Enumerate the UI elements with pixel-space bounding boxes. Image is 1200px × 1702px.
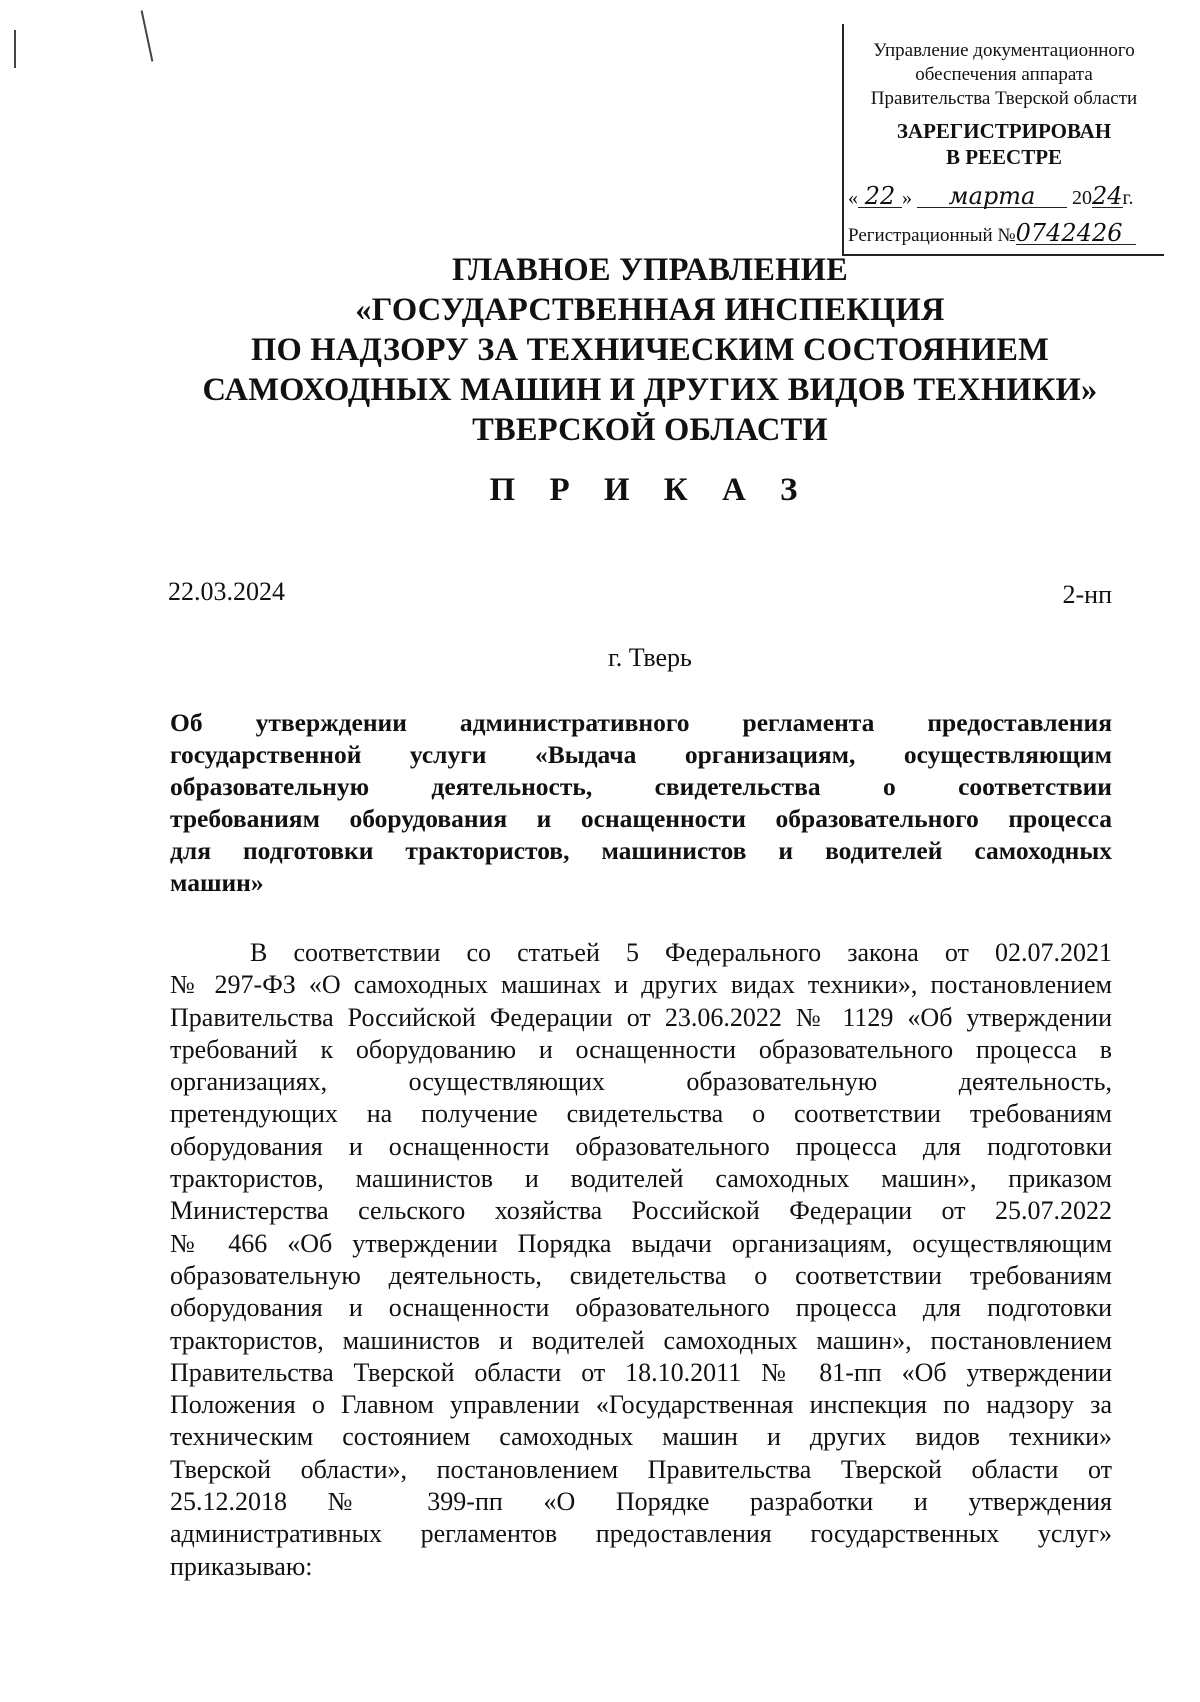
body-line: Правительства Российской Федерации от 23.06.2022 № 1129 «Об утверждении bbox=[170, 1002, 1112, 1032]
stamp-org-line: Управление документационного bbox=[873, 40, 1135, 61]
stamp-org-line: обеспечения аппарата bbox=[915, 64, 1093, 85]
stamp-reg-label: Регистрационный № bbox=[848, 225, 1016, 246]
heading-line: ТВЕРСКОЙ ОБЛАСТИ bbox=[472, 412, 828, 448]
stamp-date-month: марта bbox=[917, 185, 1067, 208]
heading-line: ГЛАВНОЕ УПРАВЛЕНИЕ bbox=[452, 252, 848, 288]
heading-line: «ГОСУДАРСТВЕННАЯ ИНСПЕКЦИЯ bbox=[355, 292, 945, 328]
stamp-date-year-suffix: 24 bbox=[1092, 182, 1123, 210]
body-line: трактористов, машинистов и водителей самоходных машин», приказом bbox=[170, 1164, 1112, 1194]
body-line: 25.12.2018 № 399-пп «О Порядке разработки и утверждения bbox=[170, 1487, 1112, 1517]
body-line: трактористов, машинистов и водителей самоходных машин», постановлением bbox=[170, 1325, 1112, 1355]
subject-line: образовательную деятельность, свидетельства о соответствии bbox=[170, 772, 1112, 801]
subject-line: Об утверждении административного регламента предоставления bbox=[170, 708, 1112, 737]
stamp-date-quote-open: « bbox=[848, 187, 858, 209]
subject-line: машин» bbox=[170, 868, 264, 897]
body-line: оборудования и оснащенности образовательного процесса для подготовки bbox=[170, 1293, 1112, 1323]
body-line: Правительства Тверской области от 18.10.2011 № 81-пп «Об утверждении bbox=[170, 1357, 1112, 1387]
body-line: административных регламентов предоставления государственных услуг» bbox=[170, 1519, 1112, 1549]
document-type-title: П Р И К А З bbox=[489, 472, 811, 508]
body-line: организациях, осуществляющих образовательную деятельность, bbox=[170, 1067, 1112, 1097]
body-line: претендующих на получение свидетельства о соответствии требованиям bbox=[170, 1099, 1112, 1129]
stamp-date bbox=[848, 182, 1158, 210]
stamp-reg-number: 0742426 bbox=[1016, 222, 1136, 245]
heading-line: САМОХОДНЫХ МАШИН И ДРУГИХ ВИДОВ ТЕХНИКИ» bbox=[202, 372, 1098, 408]
body-line: Тверской области», постановлением Правительства Тверской области от bbox=[170, 1454, 1112, 1484]
stamp-date-year-unit: г. bbox=[1122, 187, 1134, 209]
order-city: г. Тверь bbox=[608, 643, 692, 672]
scan-artifact-left bbox=[14, 30, 16, 68]
stamp-registered-label: ЗАРЕГИСТРИРОВАН bbox=[896, 119, 1112, 143]
body-line: № 297-ФЗ «О самоходных машинах и других видах техники», постановлением bbox=[170, 970, 1112, 1000]
stamp-org-line: Правительства Тверской области bbox=[870, 88, 1138, 109]
subject-line: для подготовки трактористов, машинистов и водителей самоходных bbox=[170, 836, 1112, 865]
body-line: приказываю: bbox=[170, 1551, 313, 1581]
body-line: образовательную деятельность, свидетельства о соответствии требованиям bbox=[170, 1260, 1112, 1290]
stamp-date-quote-close: » bbox=[902, 187, 912, 209]
body-line: В соответствии со статьей 5 Федерального закона от 02.07.2021 bbox=[250, 938, 1112, 967]
stamp-date-day: 22 bbox=[858, 185, 902, 208]
order-subject bbox=[170, 707, 1112, 899]
body-line: Министерства сельского хозяйства Российской Федерации от 25.07.2022 bbox=[170, 1196, 1112, 1226]
order-preamble bbox=[170, 937, 1112, 1583]
body-line: требований к оборудованию и оснащенности образовательного процесса в bbox=[170, 1034, 1112, 1064]
body-line: № 466 «Об утверждении Порядка выдачи организациям, осуществляющим bbox=[170, 1228, 1112, 1258]
subject-line: государственной услуги «Выдача организациям, осуществляющим bbox=[170, 740, 1112, 769]
body-line: оборудования и оснащенности образовательного процесса для подготовки bbox=[170, 1131, 1112, 1161]
scan-artifact-top bbox=[141, 10, 154, 61]
order-date: 22.03.2024 bbox=[168, 577, 285, 606]
organization-heading bbox=[100, 250, 1200, 450]
heading-line: ПО НАДЗОРУ ЗА ТЕХНИЧЕСКИМ СОСТОЯНИЕМ bbox=[251, 332, 1049, 368]
body-line: Положения о Главном управлении «Государственная инспекция по надзору за bbox=[170, 1390, 1112, 1420]
registration-stamp bbox=[842, 24, 1164, 256]
body-line: техническим состоянием самоходных машин и других видов техники» bbox=[170, 1422, 1112, 1452]
stamp-registered-label: В РЕЕСТРЕ bbox=[945, 145, 1063, 169]
stamp-date-year-prefix: 20 bbox=[1072, 187, 1092, 209]
stamp-registration-number bbox=[848, 219, 1158, 247]
subject-line: требованиям оборудования и оснащенности образовательного процесса bbox=[170, 804, 1112, 833]
order-number: 2-нп bbox=[1062, 580, 1112, 609]
